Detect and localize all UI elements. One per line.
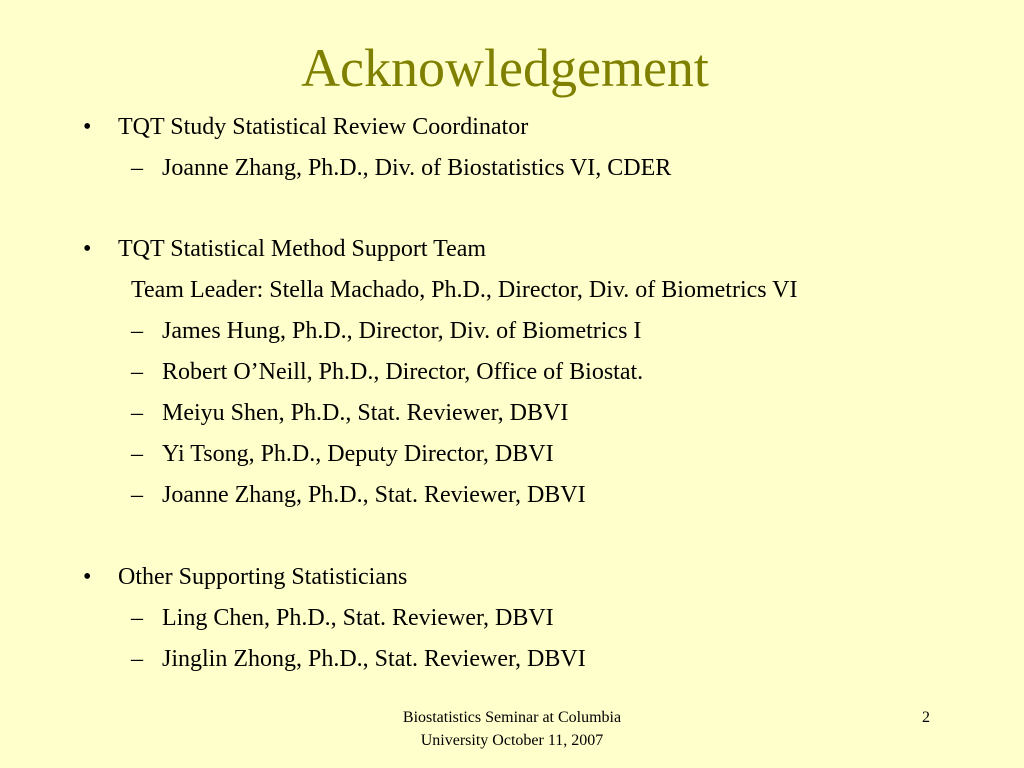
dash-marker: – (131, 400, 143, 426)
slide-title: Acknowledgement (301, 38, 709, 98)
footer-line: University October 11, 2007 (420, 732, 604, 749)
dash-marker: – (131, 646, 143, 672)
section-heading-other-statisticians: Other Supporting Statisticians (118, 564, 408, 590)
slide-footer (362, 706, 662, 752)
list-item: Jinglin Zhong, Ph.D., Stat. Reviewer, DBVI (162, 646, 586, 672)
team-leader-line: Team Leader: Stella Machado, Ph.D., Director, Div. of Biometrics VI (131, 277, 798, 303)
list-item: Ling Chen, Ph.D., Stat. Reviewer, DBVI (162, 605, 554, 631)
dash-marker: – (131, 605, 143, 631)
footer-line: Biostatistics Seminar at Columbia (402, 709, 622, 726)
dash-marker: – (131, 155, 143, 181)
dash-marker: – (131, 441, 143, 467)
bullet-marker: • (83, 564, 92, 590)
list-item: Joanne Zhang, Ph.D., Stat. Reviewer, DBVI (162, 482, 586, 508)
section-heading-review-coordinator: TQT Study Statistical Review Coordinator (118, 114, 529, 140)
list-item: Joanne Zhang, Ph.D., Div. of Biostatistics VI, CDER (162, 155, 672, 181)
list-item: Meiyu Shen, Ph.D., Stat. Reviewer, DBVI (162, 400, 569, 426)
dash-marker: – (131, 482, 143, 508)
bullet-marker: • (83, 114, 92, 140)
list-item: Robert O’Neill, Ph.D., Director, Office of Biostat. (162, 359, 644, 385)
list-item: Yi Tsong, Ph.D., Deputy Director, DBVI (162, 441, 554, 467)
section-heading-support-team: TQT Statistical Method Support Team (118, 236, 487, 262)
dash-marker: – (131, 318, 143, 344)
bullet-marker: • (83, 236, 92, 262)
page-number: 2 (922, 709, 930, 726)
dash-marker: – (131, 359, 143, 385)
list-item: James Hung, Ph.D., Director, Div. of Biometrics I (162, 318, 642, 344)
